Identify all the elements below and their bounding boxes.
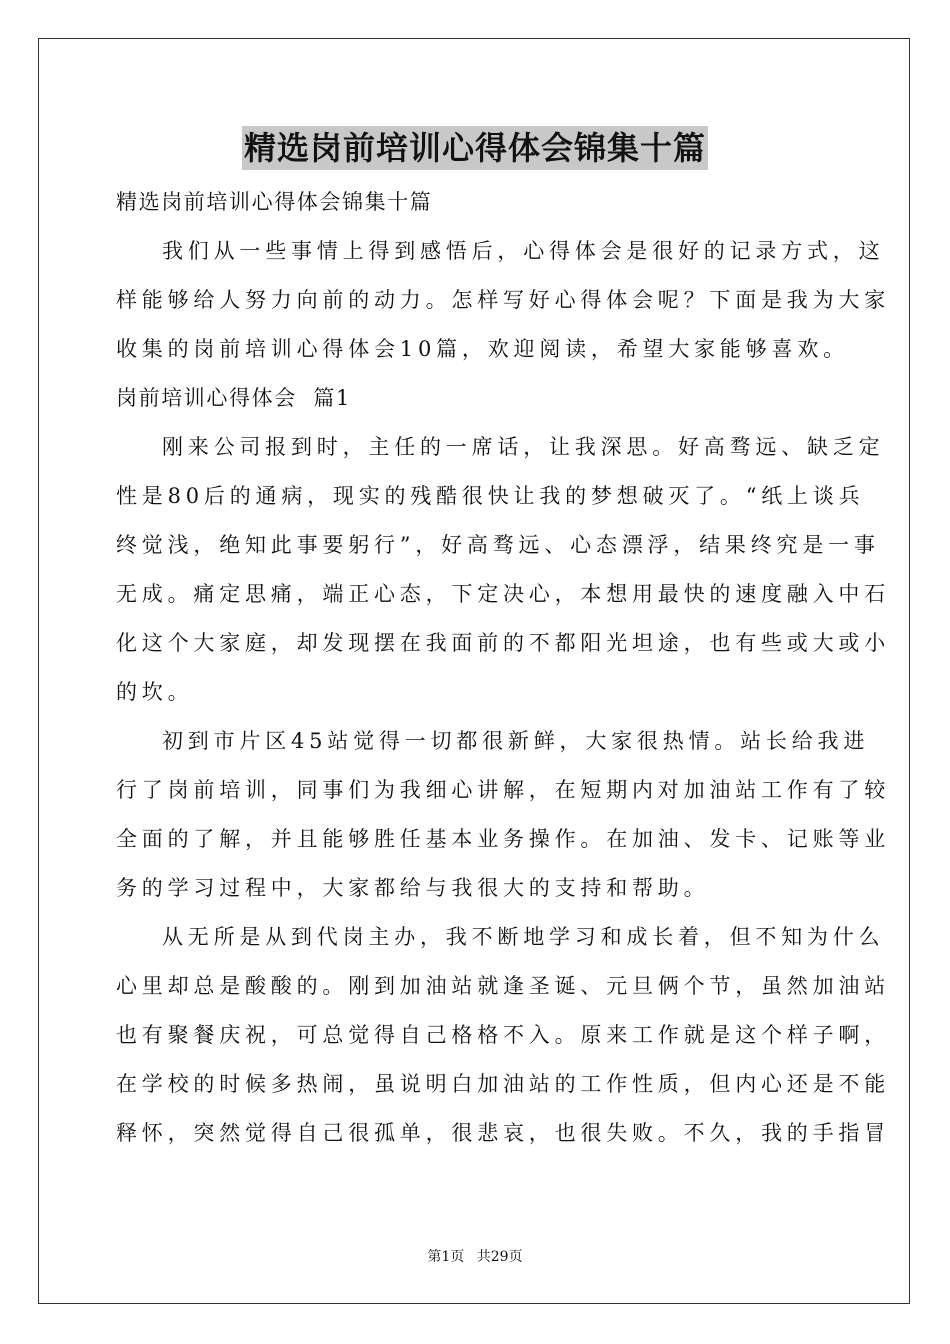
document-title: 精选岗前培训心得体会锦集十篇 [242, 126, 708, 170]
para3-line: 也有聚餐庆祝，可总觉得自己格格不入。原来工作就是这个样子啊， [116, 1023, 890, 1047]
para2-line: 全面的了解，并且能够胜任基本业务操作。在加油、发卡、记账等业 [116, 827, 890, 851]
intro-line: 样能够给人努力向前的动力。怎样写好心得体会呢？下面是我为大家 [116, 288, 890, 312]
para2-line: 行了岗前培训，同事们为我细心讲解，在短期内对加油站工作有了较 [116, 778, 890, 802]
para2-line: 务的学习过程中，大家都给与我很大的支持和帮助。 [116, 876, 710, 900]
page-total: 共29页 [476, 1249, 523, 1265]
para3-line: 在学校的时候多热闹，虽说明白加油站的工作性质，但内心还是不能 [116, 1072, 890, 1096]
section-heading: 岗前培训心得体会 篇1 [116, 386, 351, 410]
para3-line: 从无所是从到代岗主办，我不断地学习和成长着，但不知为什么 [162, 925, 885, 949]
document-body [116, 178, 890, 1158]
para3-line: 心里却总是酸酸的。刚到加油站就逢圣诞、元旦俩个节，虽然加油站 [116, 974, 890, 998]
para1-line: 的坎。 [116, 680, 194, 704]
intro-line: 我们从一些事情上得到感悟后，心得体会是很好的记录方式，这 [162, 239, 885, 263]
para1-line: 无成。痛定思痛，端正心态，下定决心，本想用最快的速度融入中石 [116, 582, 890, 606]
page-footer [0, 1246, 950, 1266]
title-container [0, 126, 950, 170]
subtitle: 精选岗前培训心得体会锦集十篇 [116, 190, 433, 214]
para1-line: 刚来公司报到时，主任的一席话，让我深思。好高骛远、缺乏定 [162, 435, 885, 459]
para3-line: 释怀，突然觉得自己很孤单，很悲哀，也很失败。不久，我的手指冒 [116, 1121, 890, 1145]
para1-line: 化这个大家庭，却发现摆在我面前的不都阳光坦途，也有些或大或小 [116, 631, 890, 655]
intro-line: 收集的岗前培训心得体会10篇，欢迎阅读，希望大家能够喜欢。 [116, 337, 849, 361]
para1-line: 终觉浅，绝知此事要躬行”，好高骛远、心态漂浮，结果终究是一事 [116, 533, 880, 557]
page-number: 第1页 [427, 1249, 465, 1265]
para1-line: 性是80后的通病，现实的残酷很快让我的梦想破灭了。“纸上谈兵 [116, 484, 865, 508]
para2-line: 初到市片区45站觉得一切都很新鲜，大家很热情。站长给我进 [162, 729, 870, 753]
